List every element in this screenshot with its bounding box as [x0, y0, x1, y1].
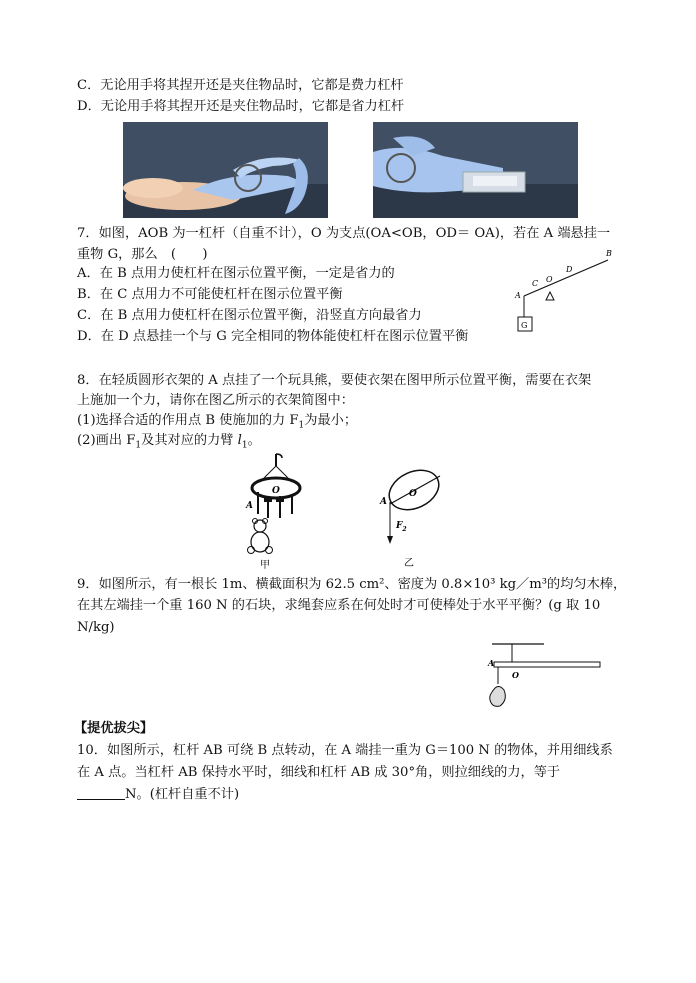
- clip-photo-open: [123, 122, 328, 218]
- q8-yi-label-a: A: [380, 497, 387, 507]
- q8-yi-label-f2: $F_2$: [396, 521, 407, 533]
- q10-line3: N。(杠杆自重不计): [77, 785, 239, 805]
- q7-option-a: A．在 B 点用力使杠杆在图示位置平衡，一定是省力的: [77, 266, 395, 281]
- q8-line1: 8．在轻质圆形衣架的 A 点挂了一个玩具熊，要使衣架在图甲所示位置平衡，需要在衣架: [77, 373, 592, 388]
- q9-label-a: A: [488, 658, 495, 668]
- q10-line1: 10．如图所示，杠杆 AB 可绕 B 点转动，在 A 端挂一重为 G＝100 N 的物体，并用细线系: [77, 743, 613, 758]
- q9-line3: N/kg): [77, 620, 115, 635]
- q9-line2: 在其左端挂一个重 160 N 的石块，求绳套应系在何处时才可使棒处于水平平衡？(g 取 10: [77, 598, 601, 613]
- q7-stem-line2: 重物 G，那么 ( ): [77, 247, 208, 262]
- q9-rod-figure: [484, 640, 604, 716]
- q7-option-b: B．在 C 点用力不可能使杠杆在图示位置平衡: [77, 287, 343, 302]
- section-title: 【提优拔尖】: [74, 721, 154, 736]
- q8-jia-label-o: O: [272, 486, 280, 496]
- q6-option-d: D．无论用手将其捏开还是夹住物品时，它都是省力杠杆: [77, 99, 405, 114]
- q8-jia-label-a: A: [246, 501, 253, 511]
- q7-label-b: B: [606, 249, 612, 258]
- q7-label-c: C: [532, 279, 539, 288]
- q8-line3: (1)选择合适的作用点 B 使施加的力 $F_1$为最小；: [77, 413, 358, 431]
- q8-line4: (2)画出 $F_1$及其对应的力臂 $l_1$。: [77, 433, 261, 451]
- q7-option-c: C．在 B 点用力使杠杆在图示位置平衡，沿竖直方向最省力: [77, 308, 422, 323]
- q8-label-yi: 乙: [404, 558, 414, 569]
- q7-stem-line1: 7．如图，AOB 为一杠杆（自重不计），O 为支点(OA<OB，OD＝ OA)，若在 A 端悬挂一: [77, 226, 611, 241]
- answer-blank[interactable]: [77, 785, 125, 800]
- q7-label-a: A: [515, 291, 521, 300]
- q8-hanger-figure-jia: [240, 452, 312, 570]
- q8-yi-label-o: O: [409, 489, 417, 499]
- q7-option-d: D．在 D 点悬挂一个与 G 完全相同的物体能使杠杆在图示位置平衡: [77, 329, 469, 344]
- q8-label-jia: 甲: [260, 560, 270, 570]
- q7-label-g: G: [521, 321, 528, 330]
- clip-photo-holding: [373, 122, 578, 218]
- q7-label-o: O: [546, 275, 553, 284]
- q7-label-d: D: [566, 265, 573, 274]
- q8-line2: 上施加一个力，请你在图乙所示的衣架简图中：: [77, 393, 354, 408]
- q7-lever-figure: [512, 244, 616, 340]
- q8-hanger-figure-yi: [378, 458, 468, 570]
- q6-option-c: C．无论用手将其捏开还是夹住物品时，它都是费力杠杆: [77, 78, 404, 93]
- q9-label-o: O: [512, 670, 519, 680]
- q10-line2: 在 A 点。当杠杆 AB 保持水平时，细线和杠杆 AB 成 30°角，则拉细线的力，等于: [77, 765, 561, 780]
- q9-line1: 9．如图所示，有一根长 1m、横截面积为 62.5 cm²、密度为 0.8×10³ kg／m³的均匀木棒，: [77, 577, 627, 592]
